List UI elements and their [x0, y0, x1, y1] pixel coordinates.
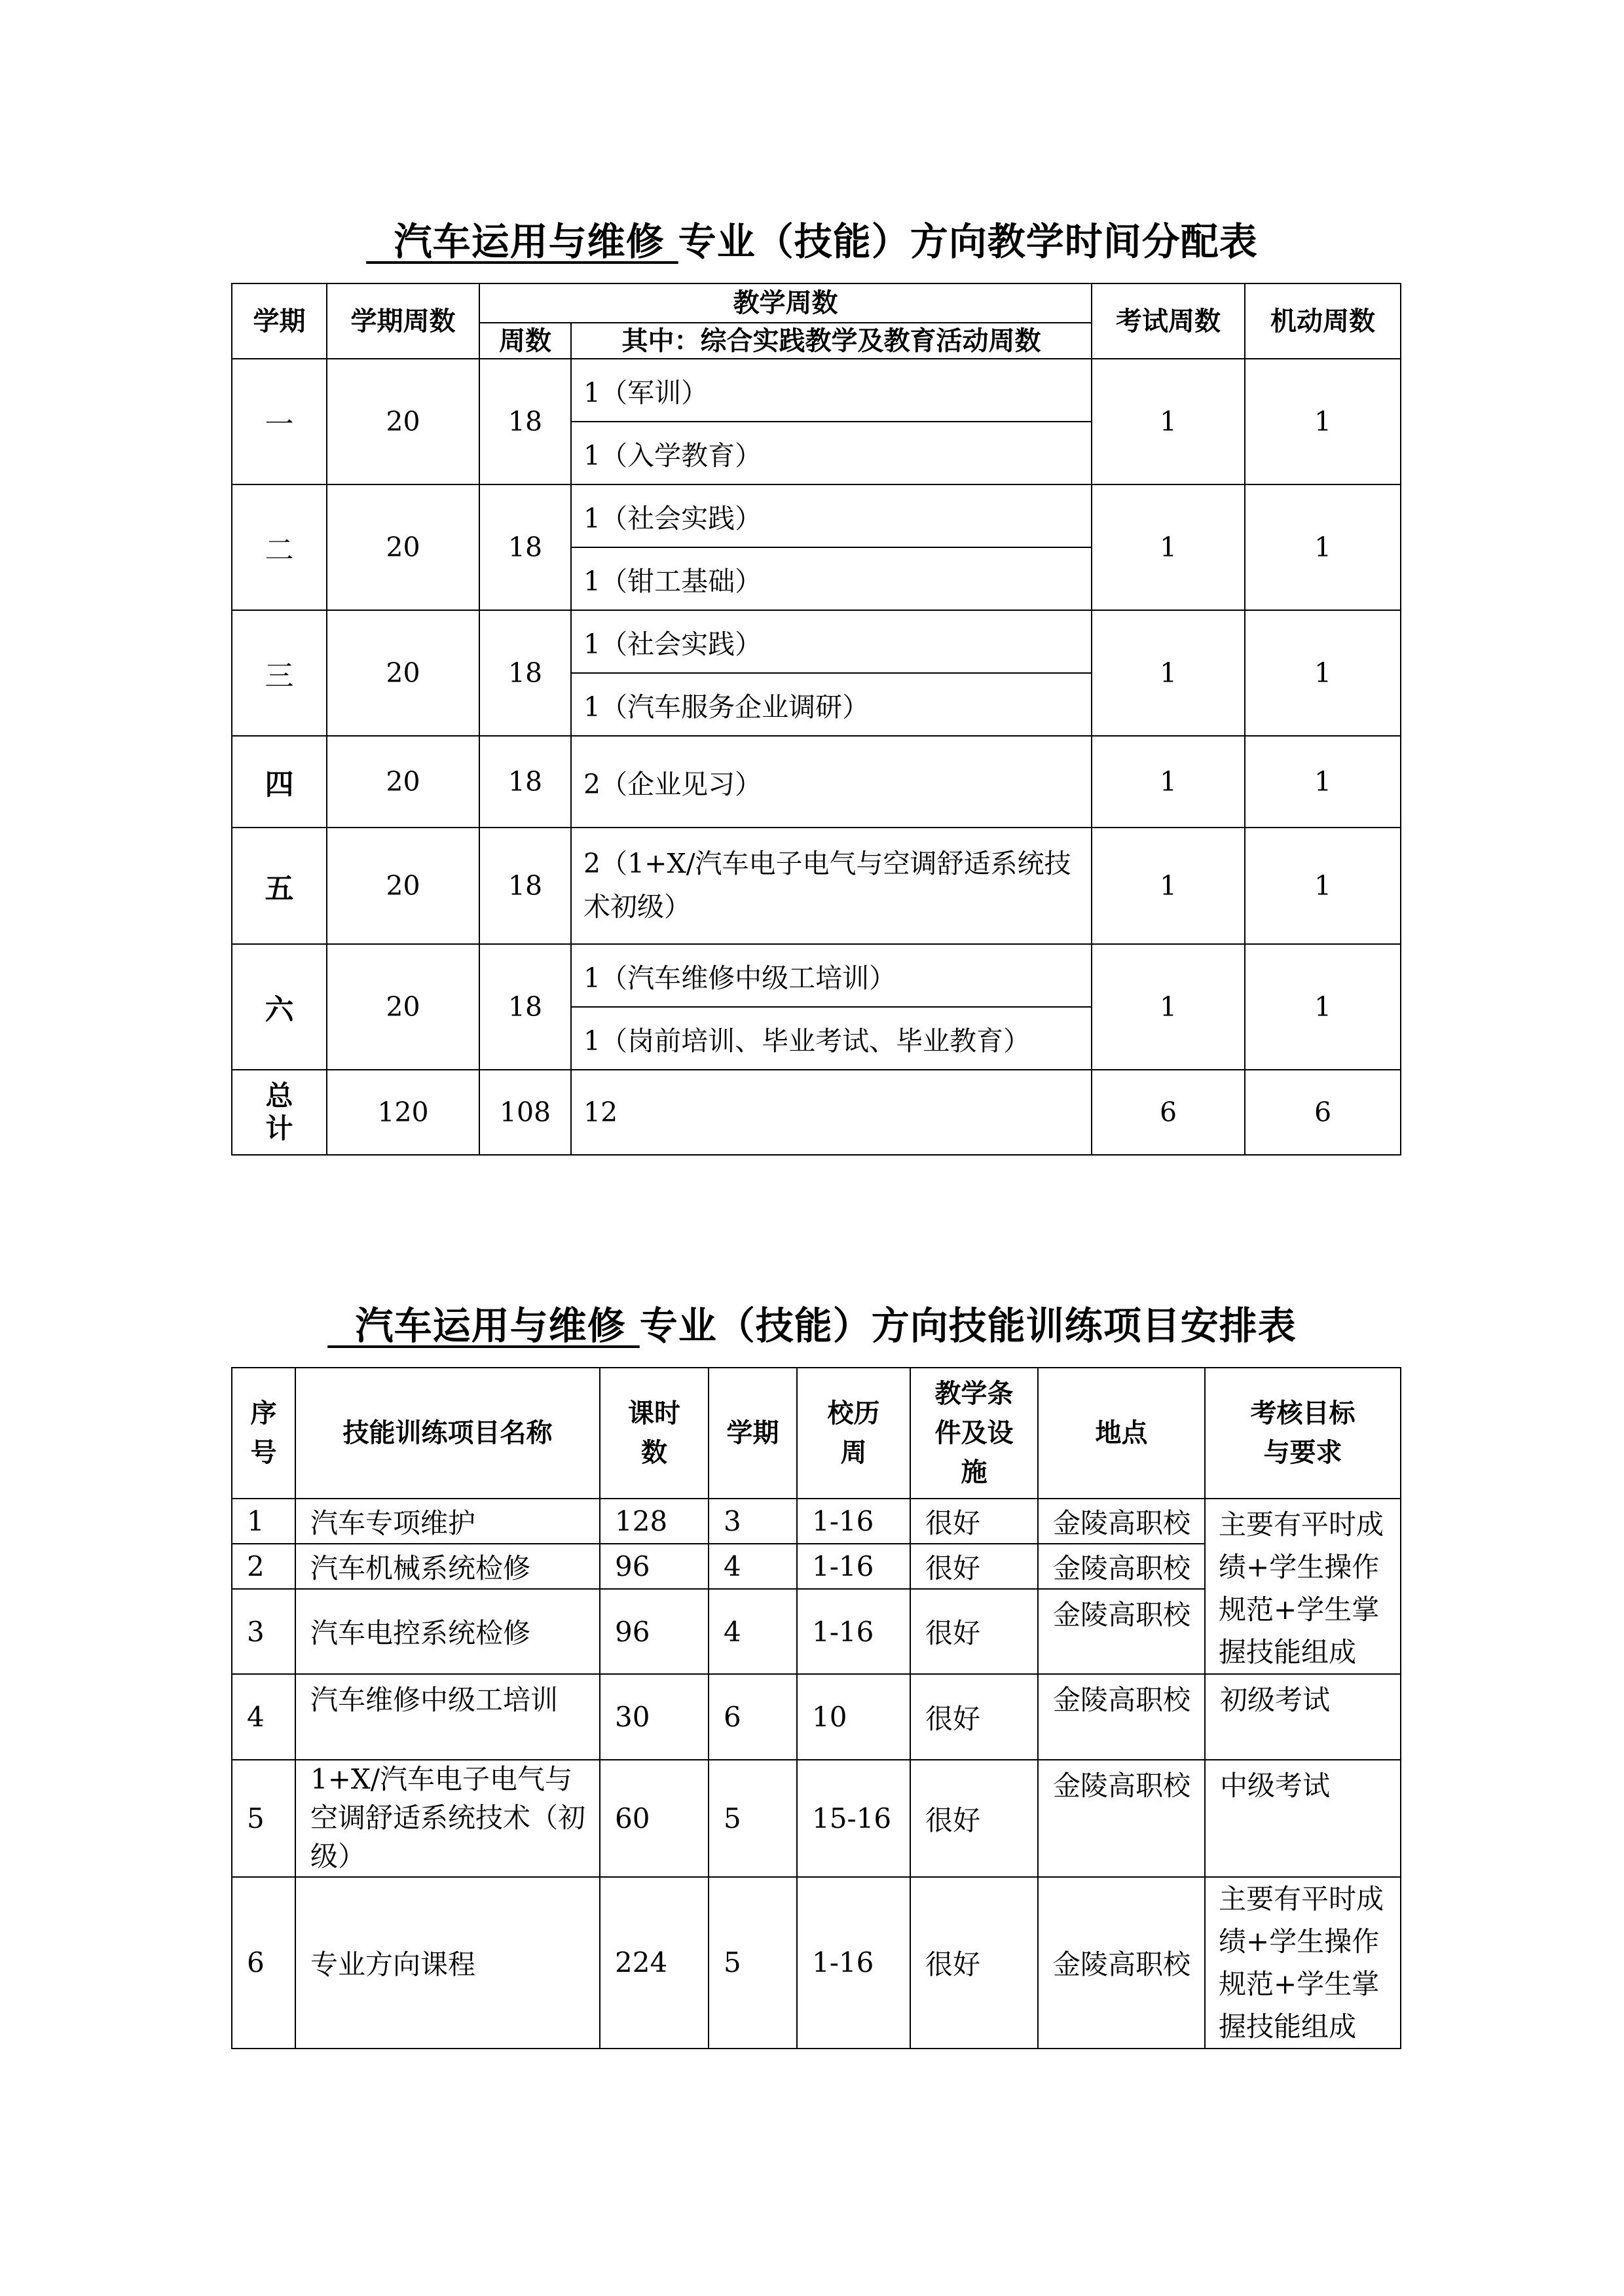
practice-cell: 1（社会实践） [571, 484, 1092, 547]
weeks-cell: 1-16 [797, 1499, 910, 1544]
semester-cell: 五 [232, 828, 327, 944]
practice-cell: 1（钳工基础） [571, 547, 1092, 610]
semester-weeks-cell: 20 [327, 610, 479, 736]
header-no-text: 序号 [250, 1398, 277, 1468]
assessment-cell: 主要有平时成绩+学生操作规范+学生掌握技能组成 [1205, 1877, 1401, 2049]
hours-cell: 30 [600, 1674, 709, 1760]
header-calendar-weeks-text: 校历周 [827, 1398, 880, 1468]
teaching-time-table [231, 283, 1401, 1156]
semester-cell: 3 [709, 1499, 797, 1544]
flex-cell: 1 [1245, 736, 1401, 828]
semester-cell: 二 [232, 484, 327, 610]
location-cell: 金陵高职校 [1038, 1674, 1205, 1760]
table-row [232, 944, 1401, 1007]
weeks-cell: 18 [479, 736, 571, 828]
name-cell: 汽车维修中级工培训 [295, 1674, 600, 1760]
flex-cell: 1 [1245, 944, 1401, 1070]
hours-cell: 60 [600, 1760, 709, 1876]
conditions-cell: 很好 [910, 1760, 1038, 1876]
total-row [232, 1070, 1401, 1155]
total-label [232, 1070, 327, 1155]
total-flex: 6 [1245, 1070, 1401, 1155]
header-conditions [910, 1368, 1038, 1499]
header-name: 技能训练项目名称 [295, 1368, 600, 1499]
hours-cell: 96 [600, 1544, 709, 1589]
header-teaching-weeks: 教学周数 [479, 283, 1092, 323]
title2-major: 汽车运用与维修 [327, 1303, 640, 1348]
table-row [232, 359, 1401, 422]
conditions-cell: 很好 [910, 1544, 1038, 1589]
flex-cell: 1 [1245, 484, 1401, 610]
semester-cell: 5 [709, 1760, 797, 1876]
header-practice: 其中：综合实践教学及教育活动周数 [571, 323, 1092, 359]
practice-cell: 2（1+X/汽车电子电气与空调舒适系统技术初级） [571, 828, 1092, 944]
header-assessment [1205, 1368, 1401, 1499]
semester-weeks-cell: 20 [327, 359, 479, 484]
exam-cell: 1 [1092, 736, 1245, 828]
weeks-cell: 18 [479, 828, 571, 944]
flex-cell: 1 [1245, 359, 1401, 484]
table2-title [0, 1295, 1624, 1350]
total-label-text: 总计 [265, 1079, 293, 1144]
location-cell: 金陵高职校 [1038, 1877, 1205, 2049]
weeks-cell: 1-16 [797, 1877, 910, 2049]
conditions-cell: 很好 [910, 1589, 1038, 1674]
weeks-cell: 15-16 [797, 1760, 910, 1876]
semester-weeks-cell: 20 [327, 828, 479, 944]
practice-cell: 1（汽车服务企业调研） [571, 673, 1092, 736]
table-row [232, 1877, 1401, 2049]
practice-cell: 1（岗前培训、毕业考试、毕业教育） [571, 1007, 1092, 1070]
name-cell: 专业方向课程 [295, 1877, 600, 2049]
exam-cell: 1 [1092, 484, 1245, 610]
no-cell: 2 [232, 1544, 295, 1589]
semester-cell: 三 [232, 610, 327, 736]
practice-cell: 1（社会实践） [571, 610, 1092, 673]
practice-cell: 1（入学教育） [571, 422, 1092, 484]
flex-cell: 1 [1245, 828, 1401, 944]
header-calendar-weeks [797, 1368, 910, 1499]
semester-cell: 4 [709, 1544, 797, 1589]
title1-major: 汽车运用与维修 [366, 219, 678, 264]
header-hours-text: 课时数 [628, 1398, 680, 1468]
semester-cell: 四 [232, 736, 327, 828]
semester-weeks-cell: 20 [327, 944, 479, 1070]
no-cell: 1 [232, 1499, 295, 1544]
exam-cell: 1 [1092, 610, 1245, 736]
header-assessment-text: 考核目标与要求 [1250, 1398, 1356, 1468]
name-cell: 汽车专项维护 [295, 1499, 600, 1544]
practice-cell: 1（军训） [571, 359, 1092, 422]
no-cell: 6 [232, 1877, 295, 2049]
hours-cell: 128 [600, 1499, 709, 1544]
semester-cell: 六 [232, 944, 327, 1070]
weeks-cell: 18 [479, 484, 571, 610]
semester-weeks-cell: 20 [327, 736, 479, 828]
table-row [232, 1674, 1401, 1760]
exam-cell: 1 [1092, 828, 1245, 944]
header-exam-weeks: 考试周数 [1092, 283, 1245, 359]
semester-cell: 5 [709, 1877, 797, 2049]
table-row [232, 1499, 1401, 1544]
table-row [232, 736, 1401, 828]
conditions-cell: 很好 [910, 1499, 1038, 1544]
header-semester: 学期 [232, 283, 327, 359]
no-cell: 3 [232, 1589, 295, 1674]
practice-cell: 1（汽车维修中级工培训） [571, 944, 1092, 1007]
weeks-cell: 18 [479, 359, 571, 484]
assessment-cell: 初级考试 [1205, 1674, 1401, 1760]
weeks-cell: 1-16 [797, 1544, 910, 1589]
flex-cell: 1 [1245, 610, 1401, 736]
total-practice: 12 [571, 1070, 1092, 1155]
semester-cell: 4 [709, 1589, 797, 1674]
assessment-cell: 主要有平时成绩+学生操作规范+学生掌握技能组成 [1205, 1499, 1401, 1674]
name-cell: 1+X/汽车电子电气与空调舒适系统技术（初级） [295, 1760, 600, 1876]
name-cell: 汽车电控系统检修 [295, 1589, 600, 1674]
header-flex-weeks: 机动周数 [1245, 283, 1401, 359]
semester-weeks-cell: 20 [327, 484, 479, 610]
header-conditions-text: 教学条件及设施 [934, 1379, 1014, 1487]
title2-rest: 专业（技能）方向技能训练项目安排表 [639, 1303, 1297, 1348]
table-row [232, 484, 1401, 547]
weeks-cell: 18 [479, 944, 571, 1070]
hours-cell: 224 [600, 1877, 709, 2049]
table-row [232, 610, 1401, 673]
location-cell: 金陵高职校 [1038, 1544, 1205, 1589]
practice-cell: 2（企业见习） [571, 736, 1092, 828]
semester-cell: 6 [709, 1674, 797, 1760]
skill-training-table [231, 1367, 1401, 2049]
header-semester: 学期 [709, 1368, 797, 1499]
title1-rest: 专业（技能）方向教学时间分配表 [678, 219, 1258, 264]
assessment-cell: 中级考试 [1205, 1760, 1401, 1876]
weeks-cell: 10 [797, 1674, 910, 1760]
table-row [232, 828, 1401, 944]
header-semester-weeks: 学期周数 [327, 283, 479, 359]
total-weeks: 108 [479, 1070, 571, 1155]
exam-cell: 1 [1092, 359, 1245, 484]
semester-cell: 一 [232, 359, 327, 484]
weeks-cell: 1-16 [797, 1589, 910, 1674]
no-cell: 4 [232, 1674, 295, 1760]
table-row [232, 1760, 1401, 1876]
header-location: 地点 [1038, 1368, 1205, 1499]
header-weeks: 周数 [479, 323, 571, 359]
no-cell: 5 [232, 1760, 295, 1876]
name-cell: 汽车机械系统检修 [295, 1544, 600, 1589]
exam-cell: 1 [1092, 944, 1245, 1070]
conditions-cell: 很好 [910, 1674, 1038, 1760]
location-cell: 金陵高职校 [1038, 1499, 1205, 1544]
conditions-cell: 很好 [910, 1877, 1038, 2049]
weeks-cell: 18 [479, 610, 571, 736]
table1-title [0, 211, 1624, 266]
hours-cell: 96 [600, 1589, 709, 1674]
header-no [232, 1368, 295, 1499]
location-cell: 金陵高职校 [1038, 1760, 1205, 1876]
header-hours [600, 1368, 709, 1499]
total-exam: 6 [1092, 1070, 1245, 1155]
total-semester-weeks: 120 [327, 1070, 479, 1155]
location-cell: 金陵高职校 [1038, 1589, 1205, 1674]
